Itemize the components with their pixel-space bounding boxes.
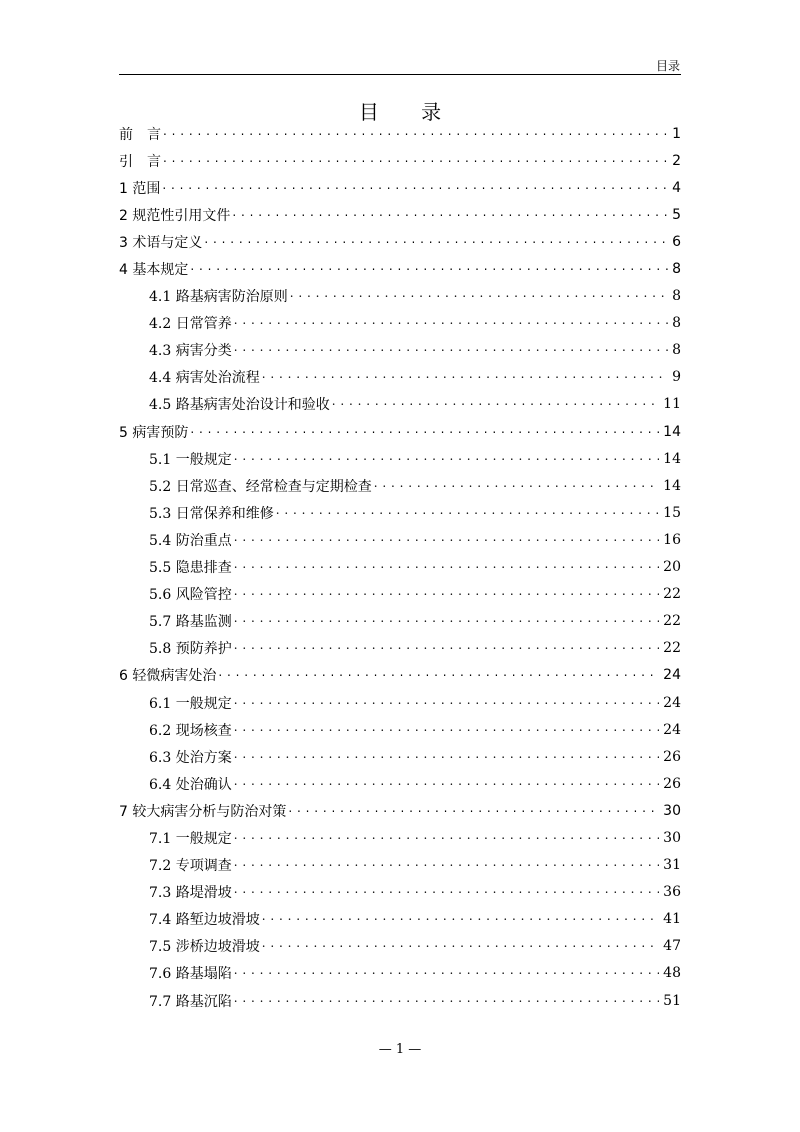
dot-leader [290, 289, 668, 303]
toc-entry-page: 11 [663, 396, 681, 413]
dot-leader [234, 316, 668, 330]
toc-entry-label: 2 规范性引用文件 [119, 205, 232, 225]
toc-entry-label: 5.2 日常巡查、经常检查与定期检查 [149, 476, 374, 496]
toc-title: 目 录 [358, 100, 460, 124]
toc-entry-page: 24 [663, 694, 681, 711]
toc-entry-label: 7.5 涉桥边坡滑坡 [149, 936, 262, 956]
toc-entry-page: 1 [672, 125, 681, 142]
toc-entry-label: 5.6 风险管控 [149, 584, 234, 604]
toc-entry-page: 51 [663, 992, 681, 1009]
dot-leader [262, 370, 668, 384]
toc-entry-label: 5 病害预防 [119, 422, 190, 442]
toc-entry[interactable] [119, 581, 681, 608]
toc-entry-page: 41 [663, 911, 681, 928]
toc-entry-page: 14 [663, 450, 681, 467]
toc-entry[interactable] [119, 879, 681, 906]
toc-entry[interactable] [119, 337, 681, 364]
toc-entry-label: 引 言 [119, 151, 163, 171]
dot-leader [190, 262, 668, 276]
toc-entry-page: 14 [663, 423, 681, 440]
toc-entry[interactable] [119, 147, 681, 174]
toc-entry[interactable] [119, 852, 681, 879]
dot-leader [234, 858, 659, 872]
toc-entry-label: 7.4 路堑边坡滑坡 [149, 909, 262, 929]
toc-entry[interactable] [119, 933, 681, 960]
toc-entry-page: 6 [672, 233, 681, 250]
dot-leader [332, 397, 659, 411]
toc-entry-page: 24 [663, 721, 681, 738]
dot-leader [262, 912, 659, 926]
dot-leader [234, 777, 659, 791]
toc-entry[interactable] [119, 635, 681, 662]
toc-entry-page: 5 [672, 206, 681, 223]
dot-leader [204, 235, 668, 249]
toc-entry[interactable] [119, 472, 681, 499]
toc-entry[interactable] [119, 228, 681, 255]
toc-entry[interactable] [119, 445, 681, 472]
toc-entry-label: 6 轻微病害处治 [119, 665, 218, 685]
toc-entry[interactable] [119, 716, 681, 743]
dot-leader [232, 208, 668, 222]
toc-entry-label: 4 基本规定 [119, 259, 190, 279]
dot-leader [162, 181, 668, 195]
page-number: — 1 — [378, 1042, 422, 1057]
toc-entry[interactable] [119, 824, 681, 851]
toc-entry-label: 1 范围 [119, 178, 162, 198]
toc-entry-page: 48 [663, 965, 681, 982]
toc-entry-label: 7.3 路堤滑坡 [149, 882, 234, 902]
dot-leader [234, 966, 659, 980]
toc-entry-page: 8 [672, 342, 681, 359]
dot-leader [163, 127, 668, 141]
dot-leader [234, 696, 659, 710]
toc-entry-label: 7.7 路基沉陷 [149, 991, 234, 1011]
toc-entry[interactable] [119, 120, 681, 147]
dot-leader [234, 614, 659, 628]
toc-entry-label: 5.8 预防养护 [149, 638, 234, 658]
dot-leader [234, 533, 659, 547]
dot-leader [218, 668, 659, 682]
header-divider [119, 74, 681, 75]
dot-leader [190, 425, 659, 439]
dot-leader [262, 939, 659, 953]
dot-leader [234, 994, 659, 1008]
toc-entry[interactable] [119, 770, 681, 797]
toc-entry[interactable] [119, 906, 681, 933]
toc-entry-page: 8 [672, 261, 681, 278]
dot-leader [234, 343, 668, 357]
toc-entry[interactable] [119, 310, 681, 337]
toc-entry-page: 22 [663, 640, 681, 657]
dot-leader [234, 587, 659, 601]
toc-entry[interactable] [119, 418, 681, 445]
toc-entry[interactable] [119, 201, 681, 228]
toc-entry[interactable] [119, 283, 681, 310]
dot-leader [234, 452, 659, 466]
dot-leader [288, 804, 659, 818]
dot-leader [234, 723, 659, 737]
toc-entry-label: 5.4 防治重点 [149, 530, 234, 550]
toc-entry[interactable] [119, 689, 681, 716]
toc-entry[interactable] [119, 960, 681, 987]
toc-entry-label: 3 术语与定义 [119, 232, 204, 252]
dot-leader [276, 506, 659, 520]
toc-entry-page: 30 [663, 829, 681, 846]
toc-entry[interactable] [119, 743, 681, 770]
toc-entry-label: 4.2 日常管养 [149, 313, 234, 333]
toc-entry-label: 6.3 处治方案 [149, 747, 234, 767]
dot-leader [374, 479, 659, 493]
toc-entry-page: 2 [672, 152, 681, 169]
toc-entry[interactable] [119, 797, 681, 824]
toc-entry-label: 7.6 路基塌陷 [149, 963, 234, 983]
toc-entry-label: 5.5 隐患排查 [149, 557, 234, 577]
dot-leader [234, 560, 659, 574]
dot-leader [234, 641, 659, 655]
toc-entry[interactable] [119, 526, 681, 553]
toc-entry-page: 9 [672, 369, 681, 386]
toc-entry[interactable] [119, 608, 681, 635]
toc-entry[interactable] [119, 987, 681, 1014]
toc-entry-label: 5.7 路基监测 [149, 611, 234, 631]
toc-entry[interactable] [119, 255, 681, 282]
toc-entry-page: 4 [672, 179, 681, 196]
toc-entry-label: 4.5 路基病害处治设计和验收 [149, 394, 332, 414]
toc-entry-page: 26 [663, 748, 681, 765]
toc-entry[interactable] [119, 391, 681, 418]
toc-entry-page: 14 [663, 477, 681, 494]
toc-entry-label: 4.3 病害分类 [149, 340, 234, 360]
running-header: 目录 [655, 59, 680, 73]
toc-entry-label: 前 言 [119, 124, 163, 144]
toc-entry-label: 4.1 路基病害防治原则 [149, 286, 290, 306]
toc-entry[interactable] [119, 499, 681, 526]
toc-entry-page: 30 [663, 802, 681, 819]
toc-entry-page: 22 [663, 586, 681, 603]
table-of-contents [119, 120, 681, 1014]
toc-entry-page: 8 [672, 315, 681, 332]
toc-entry-label: 6.1 一般规定 [149, 693, 234, 713]
toc-entry-label: 5.1 一般规定 [149, 449, 234, 469]
toc-entry-page: 36 [663, 884, 681, 901]
toc-entry-page: 22 [663, 613, 681, 630]
dot-leader [163, 154, 668, 168]
toc-entry-page: 26 [663, 775, 681, 792]
toc-entry-page: 15 [663, 504, 681, 521]
toc-entry[interactable] [119, 174, 681, 201]
toc-entry-page: 47 [663, 938, 681, 955]
toc-entry-label: 7.2 专项调查 [149, 855, 234, 875]
toc-entry-label: 7.1 一般规定 [149, 828, 234, 848]
dot-leader [234, 885, 659, 899]
dot-leader [234, 831, 659, 845]
toc-entry-page: 16 [663, 531, 681, 548]
toc-entry[interactable] [119, 554, 681, 581]
toc-entry-label: 4.4 病害处治流程 [149, 367, 262, 387]
toc-entry[interactable] [119, 662, 681, 689]
toc-entry-page: 24 [663, 667, 681, 684]
toc-entry-label: 6.2 现场核查 [149, 720, 234, 740]
toc-entry-label: 7 较大病害分析与防治对策 [119, 801, 288, 821]
toc-entry-label: 6.4 处治确认 [149, 774, 234, 794]
dot-leader [234, 750, 659, 764]
toc-entry-page: 20 [663, 559, 681, 576]
toc-entry-label: 5.3 日常保养和维修 [149, 503, 276, 523]
toc-entry[interactable] [119, 364, 681, 391]
toc-entry-page: 31 [663, 857, 681, 874]
toc-entry-page: 8 [672, 288, 681, 305]
